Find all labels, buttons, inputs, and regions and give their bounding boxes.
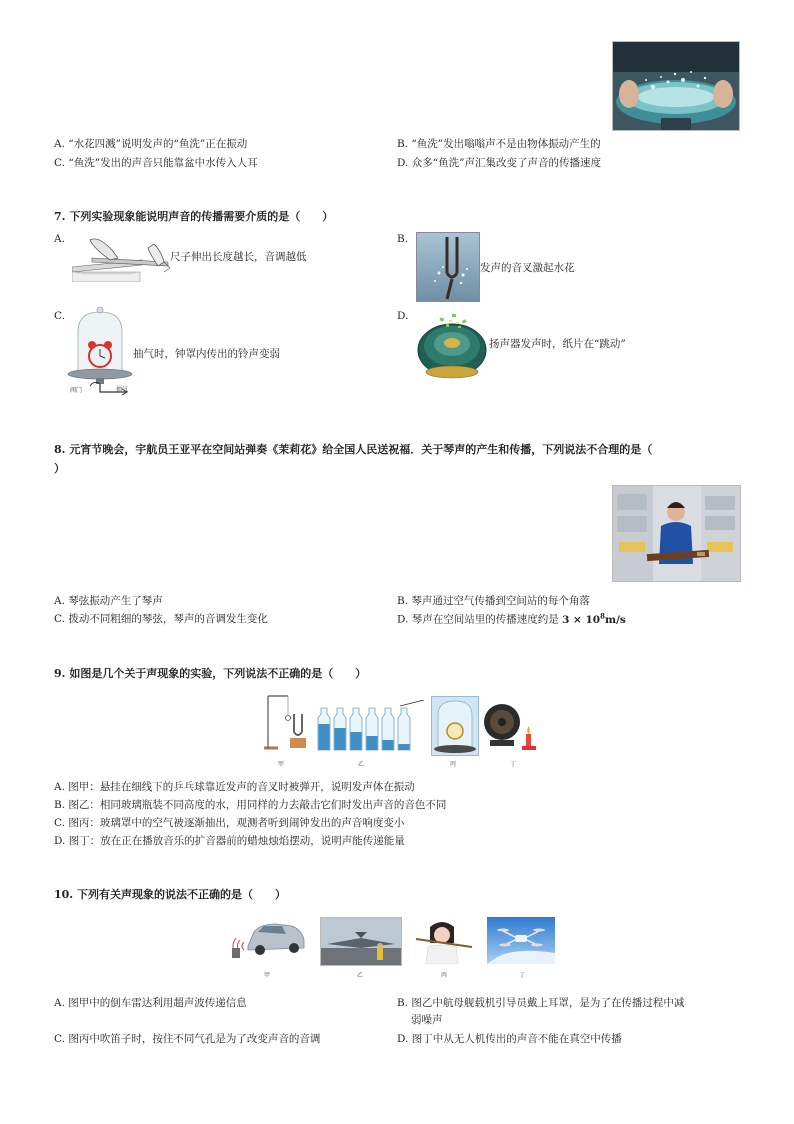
drone-illustration — [487, 917, 555, 964]
q8-option-b[interactable]: B. 琴声通过空气传播到空间站的每个角落 — [397, 595, 590, 607]
car-radar-illustration — [232, 914, 308, 964]
q9-label-yi: 乙 — [358, 761, 365, 768]
q10-figure-jia-parking-radar — [232, 914, 308, 964]
q10-option-d[interactable]: D. 图丁中从无人机传出的声音不能在真空中传播 — [397, 1033, 622, 1045]
q8-option-d-exponent: 8 — [600, 611, 605, 620]
q10-label-yi: 乙 — [357, 972, 364, 979]
q9-figure-jia-tuning-fork — [258, 692, 310, 754]
q10-figure-ding-drone — [487, 917, 555, 964]
q7-stem: 7. 下列实验现象能说明声音的传播需要介质的是（ ） — [54, 210, 334, 223]
space-station-guzheng-photo — [612, 485, 741, 582]
q10-figure-yi-carrier-aircraft — [320, 917, 402, 966]
q9-option-a[interactable]: A. 图甲：悬挂在细线下的乒乓球靠近发声的音叉时被弹开，说明发声体在振动 — [54, 781, 415, 793]
q7-label-c[interactable]: C. — [54, 310, 65, 322]
loudspeaker-figure — [416, 310, 488, 380]
q10-label-ding: 丁 — [519, 972, 526, 979]
tuning-fork-water-photo — [416, 232, 480, 302]
q10-label-bing: 丙 — [441, 972, 448, 979]
q8-stem-line2: ） — [54, 462, 65, 475]
q7-label-a[interactable]: A. — [54, 233, 65, 245]
q8-option-d-value: 3 × 10 — [562, 613, 601, 626]
q6-option-b[interactable]: B. “鱼洗”发出嗡嗡声不是由物体振动产生的 — [397, 138, 601, 150]
q7-caption-c: 抽气时，钟罩内传出的铃声变弱 — [133, 348, 280, 360]
q9-label-ding: 丁 — [510, 761, 517, 768]
tuning-fork-water-illustration — [417, 233, 479, 301]
q9-label-jia: 甲 — [278, 761, 285, 768]
q8-option-a[interactable]: A. 琴弦振动产生了琴声 — [54, 595, 163, 607]
q8-option-d[interactable] — [397, 611, 626, 627]
q8-option-d-unit: m/s — [604, 613, 626, 626]
q9-option-c[interactable]: C. 图丙：玻璃罩中的空气被逐渐抽出，观测者听到闹钟发出的声音响度变小 — [54, 817, 405, 829]
q8-stem: 8. 元宵节晚会，宇航员王亚平在空间站弹奏《茉莉花》给全国人民送祝福．关于琴声的产生和传播，下列说法不合理的是（ — [54, 443, 653, 456]
q10-option-b[interactable]: B. 图乙中航母舰载机引导员戴上耳罩，是为了在传播过程中减 — [397, 997, 685, 1009]
carrier-jet-illustration — [321, 918, 401, 965]
ruler-on-table-figure — [72, 232, 172, 282]
q7-label-b[interactable]: B. — [397, 233, 409, 245]
q9-stem: 9. 如图是几个关于声现象的实验，下列说法不正确的是（ ） — [54, 667, 367, 680]
fish-washer-illustration — [613, 42, 739, 130]
q10-option-c[interactable]: C. 图丙中吹笛子时，按住不同气孔是为了改变声音的音调 — [54, 1033, 321, 1045]
q6-option-d[interactable]: D. 众多“鱼洗”声汇集改变了声音的传播速度 — [397, 157, 601, 169]
q10-stem: 10. 下列有关声现象的说法不正确的是（ ） — [54, 888, 286, 901]
q7-caption-d: 扬声器发声时，纸片在“跳动” — [489, 338, 626, 350]
q9-label-bing: 丙 — [450, 761, 457, 768]
valve-label: 阀门 — [70, 387, 83, 394]
q7-label-d[interactable]: D. — [397, 310, 409, 322]
q8-option-d-text: D. 琴声在空间站里的传播速度约是 — [397, 613, 559, 626]
q10-option-a[interactable]: A. 图甲中的倒车雷达利用超声波传递信息 — [54, 997, 247, 1009]
q6-option-a[interactable]: A. “水花四溅”说明发声的“鱼洗”正在振动 — [54, 138, 248, 150]
q10-label-jia: 甲 — [264, 972, 271, 979]
q9-option-d[interactable]: D. 图丁：放在正在播放音乐的扩音器前的蜡烛烛焰摆动，说明声能传递能量 — [54, 835, 405, 847]
q9-option-b[interactable]: B. 图乙：相同玻璃瓶装不同高度的水，用同样的力去敲击它们时发出声音的音色不同 — [54, 799, 447, 811]
q9-figure-yi-bottles — [314, 700, 428, 754]
q10-figure-bing-flute — [412, 917, 475, 964]
q9-figure-ding-speaker-candle — [482, 696, 542, 754]
pump-label: 抽气 — [116, 386, 129, 393]
q8-option-c[interactable]: C. 拨动不同粗细的琴弦，琴声的音调发生变化 — [54, 613, 268, 625]
q9-figure-bing-bell-jar — [431, 696, 479, 756]
q7-caption-b: 发声的音叉激起水花 — [480, 262, 575, 274]
q10-option-b-line2: 弱噪声 — [411, 1014, 443, 1026]
q7-caption-a: 尺子伸出长度越长，音调越低 — [170, 251, 307, 263]
flute-player-illustration — [412, 917, 475, 964]
q6-option-c[interactable]: C. “鱼洗”发出的声音只能靠盆中水传入人耳 — [54, 157, 258, 169]
fish-washer-photo — [612, 41, 740, 131]
alarm-clock-jar-illustration — [432, 697, 478, 755]
astronaut-guzheng-illustration — [613, 486, 740, 581]
